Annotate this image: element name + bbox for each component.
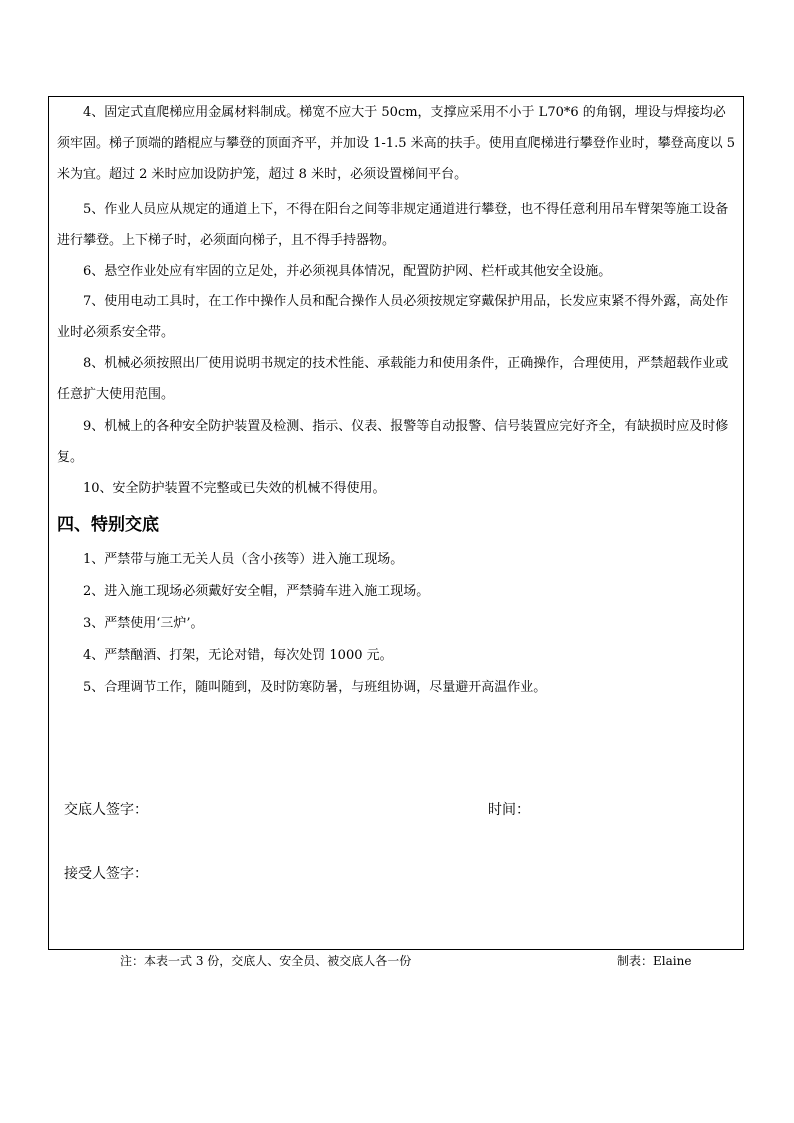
- giver-signature-label: 交底人签字：: [64, 802, 148, 818]
- list-item: 6、悬空作业处应有牢固的立足处，并必须视具体情况，配置防护网、栏杆或其他安全设施。: [83, 264, 612, 279]
- list-item: 4、严禁酗酒、打架，无论对错，每次处罚 1000 元。: [83, 648, 393, 663]
- section-heading: 四、特别交底: [57, 515, 159, 535]
- list-item: 2、进入施工现场必须戴好安全帽，严禁骑车进入施工现场。: [83, 584, 430, 599]
- footer-maker: 制表：Elaine: [617, 954, 692, 968]
- list-item: 5、作业人员应从规定的通道上下，不得在阳台之间等非规定通道进行攀登，也不得任意利用吊车臂架等施工设备进行攀登。上下梯子时，必须面向梯子，且不得手持器物。: [57, 202, 729, 248]
- footer-note: 注：本表一式 3 份，交底人、安全员、被交底人各一份: [120, 954, 412, 968]
- time-label: 时间：: [488, 802, 530, 818]
- list-item: 9、机械上的各种安全防护装置及检测、指示、仪表、报警等自动报警、信号装置应完好齐全，有缺损时应及时修复。: [57, 419, 729, 465]
- list-item: 4、固定式直爬梯应用金属材料制成。梯宽不应大于 50cm，支撑应采用不小于 L70*6 的角钢，埋设与焊接均必须牢固。梯子顶端的踏棍应与攀登的顶面齐平，并加设 1-1.5 米高的扶手。使用直爬梯进行攀登作业时，攀登高度以 5 米为宜。超过 2 米时应加设防护笼，超过 8 米时，必须设置梯间平台。: [57, 105, 736, 182]
- list-item: 10、安全防护装置不完整或已失效的机械不得使用。: [83, 481, 386, 496]
- list-item: 7、使用电动工具时，在工作中操作人员和配合操作人员必须按规定穿戴保护用品，长发应束紧不得外露，高处作业时必须系安全带。: [57, 294, 729, 340]
- list-item: 5、合理调节工作，随叫随到，及时防寒防暑，与班组协调，尽量避开高温作业。: [83, 680, 547, 695]
- disclosure-form-box: [48, 96, 744, 950]
- list-item: 1、严禁带与施工无关人员（含小孩等）进入施工现场。: [83, 552, 404, 567]
- list-item: 8、机械必须按照出厂使用说明书规定的技术性能、承载能力和使用条件，正确操作，合理使用，严禁超载作业或任意扩大使用范围。: [57, 356, 729, 402]
- receiver-signature-label: 接受人签字：: [64, 866, 148, 882]
- list-item: 3、严禁使用‘三炉’。: [83, 616, 204, 631]
